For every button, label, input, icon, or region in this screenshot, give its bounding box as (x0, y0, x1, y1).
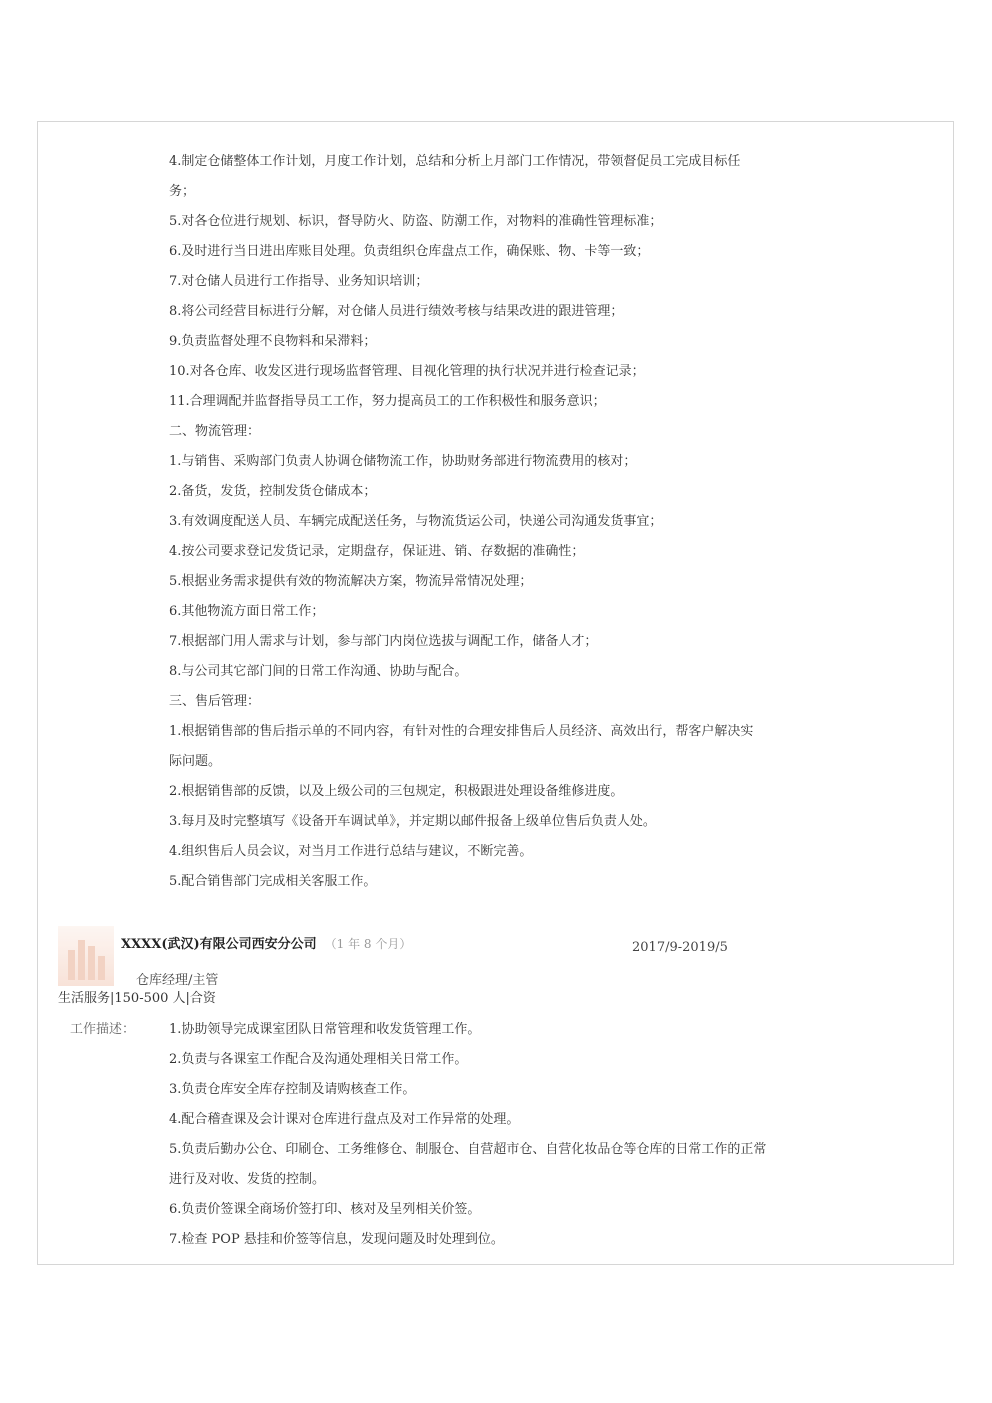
duty-line: 6.其他物流方面日常工作； (169, 604, 325, 619)
tenure: （1 年 8 个月） (324, 937, 412, 951)
duty-line: 务； (169, 184, 196, 199)
duty-line: 1.与销售、采购部门负责人协调仓储物流工作，协助财务部进行物流费用的核对； (169, 454, 637, 469)
description-line: 2.负责与各课室工作配合及沟通处理相关日常工作。 (169, 1052, 468, 1067)
duty-line: 10.对各仓库、收发区进行现场监督管理、目视化管理的执行状况并进行检查记录； (169, 364, 645, 379)
duty-line: 1.根据销售部的售后指示单的不同内容，有针对性的合理安排售后人员经济、高效出行，帮客户解决实 (169, 724, 754, 739)
duty-line: 7.对仓储人员进行工作指导、业务知识培训； (169, 274, 429, 289)
description-line: 7.检查 POP 悬挂和价签等信息，发现问题及时处理到位。 (169, 1232, 504, 1247)
logo-bar (78, 940, 85, 980)
duty-line: 4.按公司要求登记发货记录，定期盘存，保证进、销、存数据的准确性； (169, 544, 585, 559)
duty-line: 6.及时进行当日进出库账目处理。负责组织仓库盘点工作，确保账、物、卡等一致； (169, 244, 650, 259)
duty-line: 3.每月及时完整填写《设备开车调试单》，并定期以邮件报备上级单位售后负责人处。 (169, 814, 656, 829)
job-header (58, 926, 858, 1006)
duty-list-top (169, 147, 859, 897)
logo-bar (68, 950, 75, 980)
section-heading: 三、售后管理： (169, 694, 261, 709)
duty-line: 5.配合销售部门完成相关客服工作。 (169, 874, 377, 889)
duty-line: 4.制定仓储整体工作计划，月度工作计划，总结和分析上月部门工作情况，带领督促员工完成目标任 (169, 154, 741, 169)
logo-bar (98, 956, 105, 980)
section-heading: 二、物流管理： (169, 424, 261, 439)
duty-line: 11.合理调配并监督指导员工工作，努力提高员工的工作积极性和服务意识； (169, 394, 606, 409)
position-title: 仓库经理/主管 (136, 973, 219, 988)
duty-line: 际问题。 (169, 754, 222, 769)
duty-line: 9.负责监督处理不良物料和呆滞料； (169, 334, 377, 349)
duty-line: 7.根据部门用人需求与计划，参与部门内岗位选拔与调配工作，储备人才； (169, 634, 598, 649)
duty-line: 2.备货，发货，控制发货仓储成本； (169, 484, 377, 499)
duty-line: 8.与公司其它部门间的日常工作沟通、协助与配合。 (169, 664, 468, 679)
description-label: 工作描述： (70, 1022, 136, 1037)
duty-line: 5.根据业务需求提供有效的物流解决方案，物流异常情况处理； (169, 574, 533, 589)
duty-line: 2.根据销售部的反馈，以及上级公司的三包规定，积极跟进处理设备维修进度。 (169, 784, 624, 799)
company-name-text: XXXX(武汉)有限公司西安分公司 (121, 937, 317, 952)
duty-line: 8.将公司经营目标进行分解，对仓储人员进行绩效考核与结果改进的跟进管理； (169, 304, 624, 319)
logo-bar (88, 946, 95, 980)
description-line: 6.负责价签课全商场价签打印、核对及呈列相关价签。 (169, 1202, 481, 1217)
description-list (169, 1015, 859, 1255)
description-line: 进行及对收、发货的控制。 (169, 1172, 326, 1187)
company-meta: 生活服务|150-500 人|合资 (58, 991, 216, 1006)
description-line: 5.负责后勤办公仓、印刷仓、工务维修仓、制服仓、自营超市仓、自营化妆品仓等仓库的日常工作的正常 (169, 1142, 767, 1157)
duty-line: 3.有效调度配送人员、车辆完成配送任务，与物流货运公司，快递公司沟通发货事宜； (169, 514, 663, 529)
duty-line: 4.组织售后人员会议，对当月工作进行总结与建议，不断完善。 (169, 844, 533, 859)
duty-line: 5.对各仓位进行规划、标识，督导防火、防盗、防潮工作，对物料的准确性管理标准； (169, 214, 663, 229)
company-name (121, 933, 411, 952)
description-line: 3.负责仓库安全库存控制及请购核查工作。 (169, 1082, 416, 1097)
description-line: 1.协助领导完成课室团队日常管理和收发货管理工作。 (169, 1022, 481, 1037)
date-range: 2017/9-2019/5 (632, 940, 728, 955)
description-line: 4.配合稽查课及会计课对仓库进行盘点及对工作异常的处理。 (169, 1112, 520, 1127)
company-logo (58, 926, 114, 986)
